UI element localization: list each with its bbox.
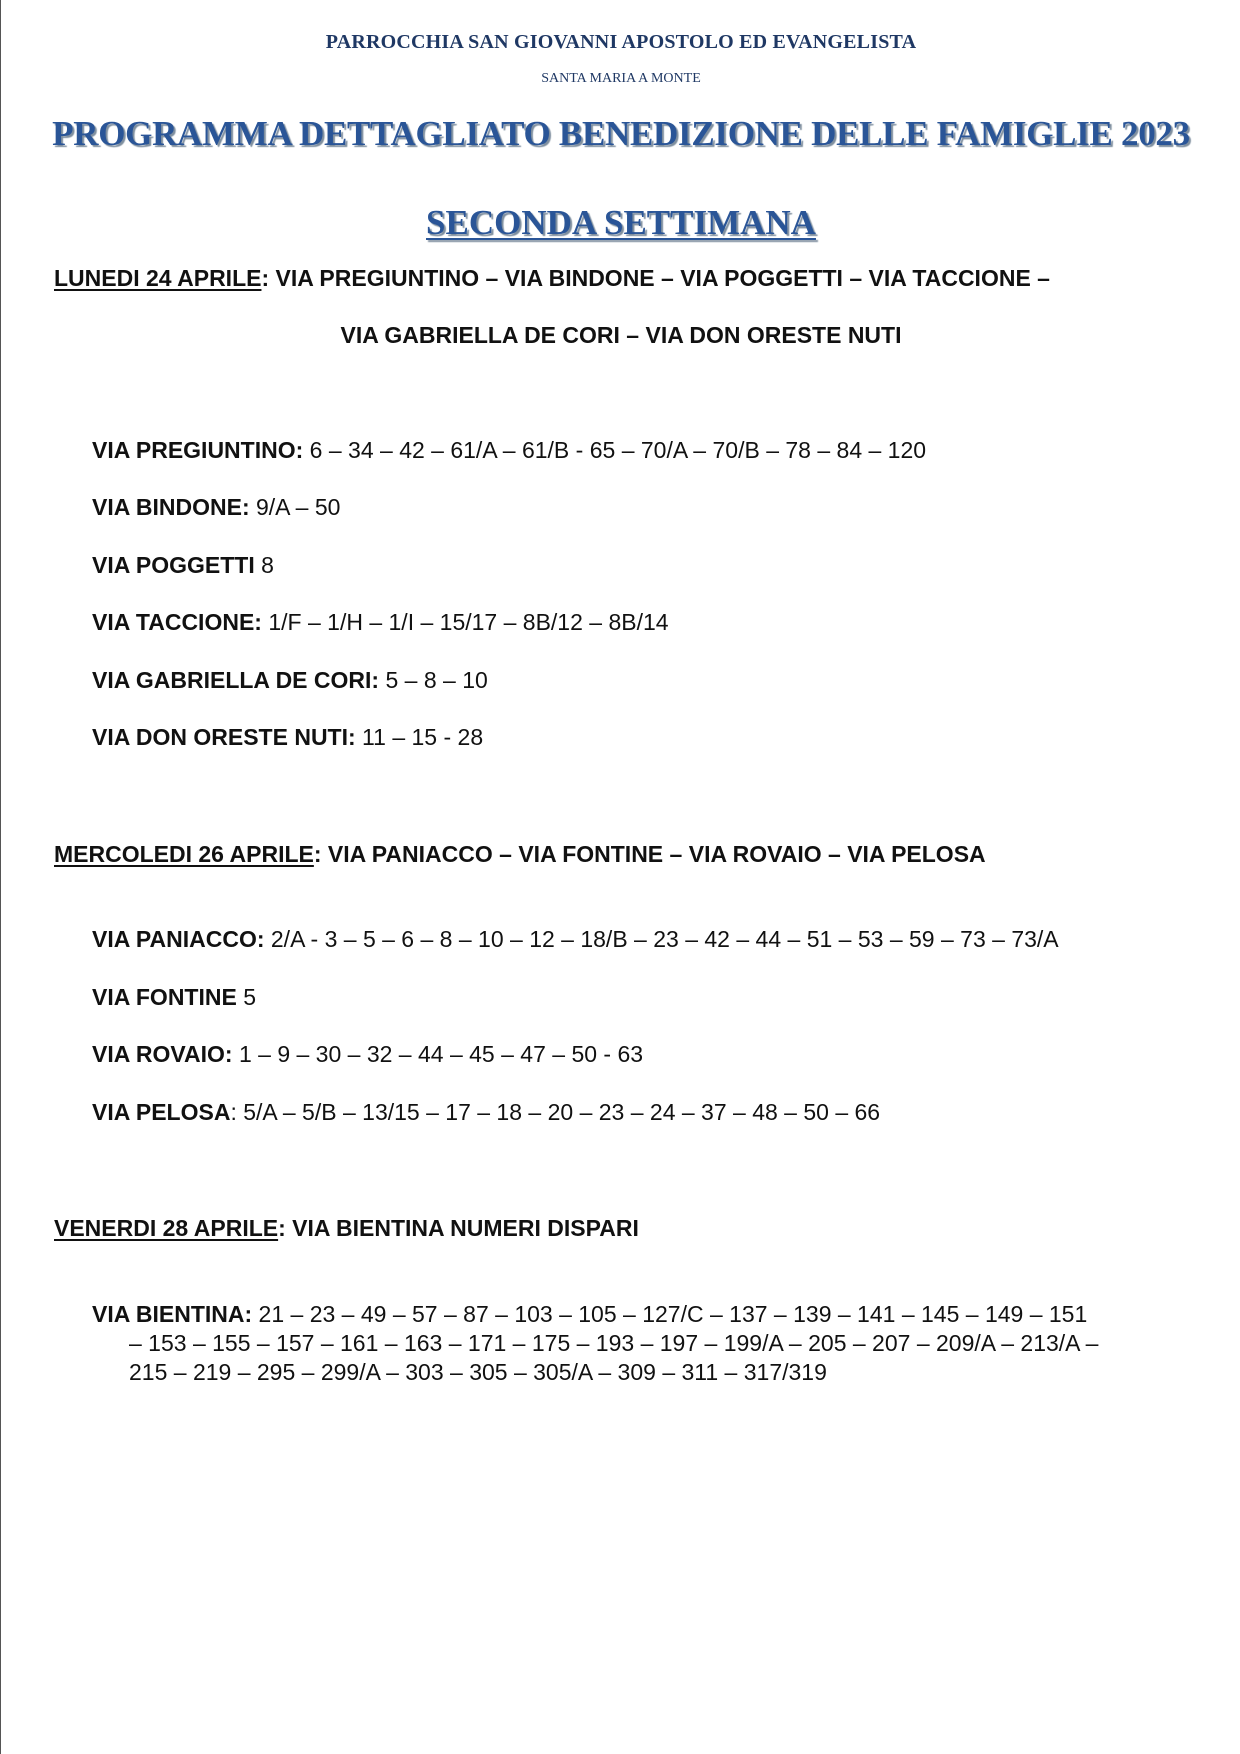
street-entry (92, 984, 256, 1011)
week-title-text: SECONDA SETTIMANA (426, 203, 816, 242)
day-heading-friday (54, 1215, 639, 1242)
house-numbers: 5 (236, 984, 257, 1010)
house-numbers: 6 – 34 – 42 – 61/A – 61/B - 65 – 70/A – 70/B – 78 – 84 – 120 (303, 437, 927, 463)
house-numbers: 1/F – 1/H – 1/I – 15/17 – 8B/12 – 8B/14 (261, 609, 669, 635)
house-numbers: 9/A – 50 (249, 494, 341, 520)
day-streets-continuation: VIA GABRIELLA DE CORI – VIA DON ORESTE NUTI (340, 322, 902, 348)
street-entry (92, 437, 926, 464)
town-name: SANTA MARIA A MONTE (541, 71, 701, 86)
street-name: VIA BIENTINA: (92, 1301, 253, 1327)
house-numbers-continuation: 215 – 219 – 295 – 299/A – 303 – 305 – 305/A – 309 – 311 – 317/319 (129, 1359, 827, 1385)
parish-name: PARROCCHIA SAN GIOVANNI APOSTOLO ED EVANGELISTA (325, 31, 917, 53)
street-name: VIA BINDONE: (92, 494, 250, 520)
house-numbers: 2/A - 3 – 5 – 6 – 8 – 10 – 12 – 18/B – 23 – 42 – 44 – 51 – 53 – 59 – 73 – 73/A (264, 926, 1059, 952)
street-entry (92, 724, 483, 751)
day-streets: VIA BIENTINA NUMERI DISPARI (285, 1215, 639, 1241)
street-name: VIA PREGIUNTINO: (92, 437, 304, 463)
street-name: VIA POGGETTI (92, 552, 255, 578)
street-entry (92, 609, 669, 636)
street-entry (92, 1041, 643, 1068)
house-numbers: : 5/A – 5/B – 13/15 – 17 – 18 – 20 – 23 – 24 – 37 – 48 – 50 – 66 (230, 1099, 881, 1125)
street-entry (92, 926, 1059, 953)
street-name: VIA TACCIONE: (92, 609, 262, 635)
street-entry-long (92, 1300, 1197, 1387)
page-title: PROGRAMMA DETTAGLIATO BENEDIZIONE DELLE FAMIGLIE 2023 (52, 114, 1190, 153)
day-separator: : (278, 1215, 286, 1241)
day-separator: : (261, 265, 270, 291)
street-name: VIA PELOSA (92, 1099, 231, 1125)
day-label: MERCOLEDI 26 APRILE (54, 841, 314, 867)
day-streets: VIA PREGIUNTINO – VIA BINDONE – VIA POGGETTI – VIA TACCIONE – (269, 265, 1050, 291)
street-entry (92, 552, 274, 579)
street-name: VIA PANIACCO: (92, 926, 265, 952)
day-heading-wednesday (54, 841, 986, 868)
street-name: VIA ROVAIO: (92, 1041, 233, 1067)
house-numbers: 11 – 15 - 28 (355, 724, 484, 750)
house-numbers: 8 (254, 552, 274, 578)
street-line (92, 1300, 1197, 1329)
street-entry (92, 667, 488, 694)
day-separator: : (313, 841, 322, 867)
house-numbers: 1 – 9 – 30 – 32 – 44 – 45 – 47 – 50 - 63 (232, 1041, 644, 1067)
day-label: LUNEDI 24 APRILE (54, 265, 262, 291)
day-streets: VIA PANIACCO – VIA FONTINE – VIA ROVAIO – VIA PELOSA (321, 841, 986, 867)
street-name: VIA FONTINE (92, 984, 237, 1010)
house-numbers: 21 – 23 – 49 – 57 – 87 – 103 – 105 – 127/C – 137 – 139 – 141 – 145 – 149 – 151 (252, 1301, 1088, 1327)
street-name: VIA DON ORESTE NUTI: (92, 724, 356, 750)
street-name: VIA GABRIELLA DE CORI: (92, 667, 380, 693)
day-heading-monday (54, 265, 1050, 292)
house-numbers-continuation: – 153 – 155 – 157 – 161 – 163 – 171 – 175 – 193 – 197 – 199/A – 205 – 207 – 209/A – 213/A – (129, 1330, 1099, 1356)
house-numbers: 5 – 8 – 10 (379, 667, 488, 693)
week-title (1, 203, 1240, 243)
street-entry (92, 494, 340, 521)
day-label: VENERDI 28 APRILE (54, 1215, 279, 1241)
street-entry (92, 1099, 880, 1126)
